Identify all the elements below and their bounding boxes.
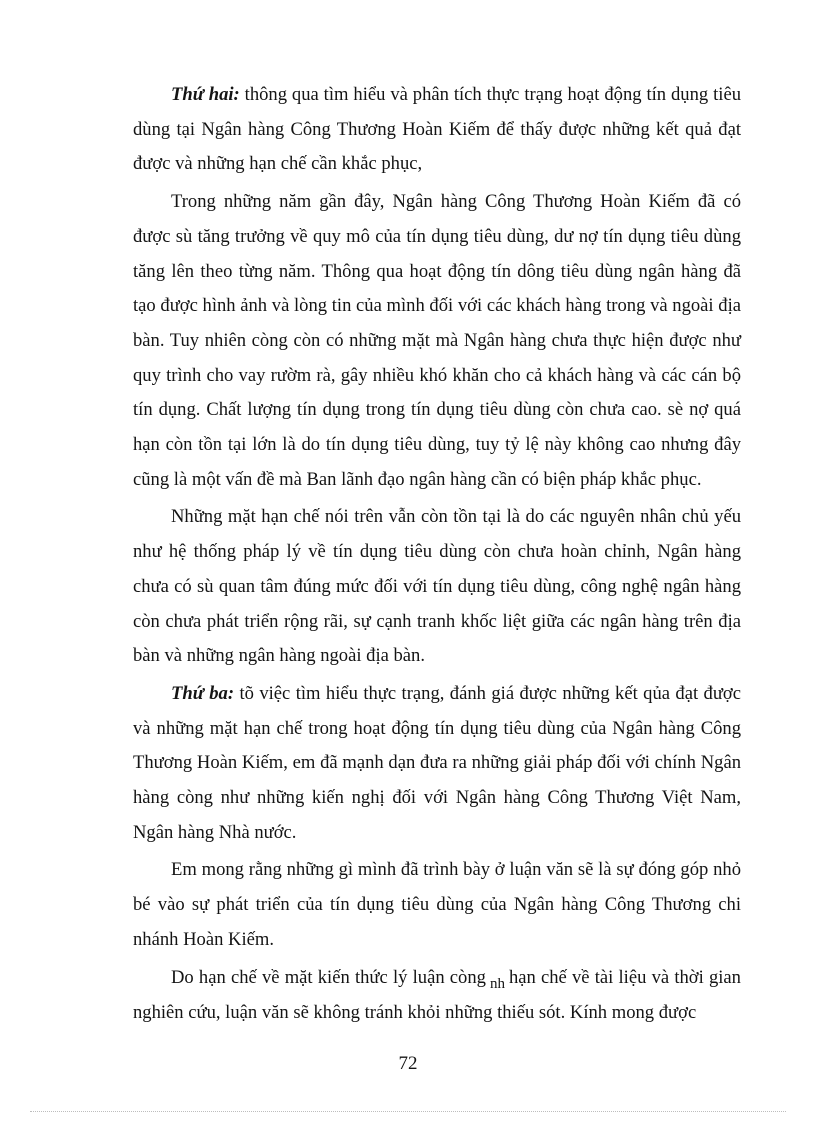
thu-ba-text: tõ việc tìm hiểu thực trạng, đánh giá được những kết qủa đạt được và những mặt hạn chế trong hoạt động tín dụng tiêu dùng của Ngân hàng Công Thương Hoàn Kiếm, em đã mạnh dạn đưa ra những giải pháp đối với chính Ngân hàng còng như những kiến nghị đối với Ngân hàng Công Thương Việt Nam, Ngân hàng Nhà nước.	[133, 682, 741, 843]
paragraph-growth: Trong những năm gần đây, Ngân hàng Công Thương Hoàn Kiếm đã có được sù tăng trưởng về quy mô của tín dụng tiêu dùng, dư nợ tín dụng tiêu dùng tăng lên theo từng năm. Thông qua hoạt động tín dông tiêu dùng ngân hàng đã tạo được hình ảnh và lòng tin của mình đối với các khách hàng trong và ngoài địa bàn. Tuy nhiên còng còn có những mặt mà Ngân hàng chưa thực hiện được như quy trình cho vay rườm rà, gây nhiều khó khăn cho cả khách hàng và các cán bộ tín dụng. Chất lượng tín dụng trong tín dụng tiêu dùng còn chưa cao. sè nợ quá hạn còn tồn tại lớn là do tín dụng tiêu dùng, tuy tỷ lệ này không cao nhưng đây cũng là một vấn đề mà Ban lãnh đạo ngân hàng cần có biện pháp khắc phục.	[133, 191, 741, 490]
paragraph-limitations: Những mặt hạn chế nói trên vẫn còn tồn tại là do các nguyên nhân chủ yếu như hệ thống pháp lý về tín dụng tiêu dùng còn chưa hoàn chỉnh, Ngân hàng chưa có sù quan tâm đúng mức đối với tín dụng tiêu dùng, công nghệ ngân hàng còn chưa phát triển rộng rãi, sự cạnh tranh khốc liệt giữa các ngân hàng trên địa bàn và những ngân hàng ngoài địa bàn.	[133, 506, 741, 667]
closing-subscript: nh	[489, 975, 505, 992]
thu-ba-label: Thứ ba:	[171, 682, 235, 704]
paragraph-hope: Em mong rằng những gì mình đã trình bày ở luận văn sẽ là sự đóng góp nhỏ bé vào sự phát triển của tín dụng tiêu dùng của Ngân hàng Công Thương chi nhánh Hoàn Kiếm.	[133, 859, 741, 950]
thu-hai-label: Thứ hai:	[171, 84, 240, 105]
paragraph-thu-ba	[133, 677, 741, 851]
thu-hai-text: thông qua tìm hiểu và phân tích thực trạng hoạt động tín dụng tiêu dùng tại Ngân hàng Công Thương Hoàn Kiếm để thấy được những kết quả đạt được và những hạn chế cần khắc phục,	[133, 84, 741, 175]
paragraph-thu-hai	[133, 78, 741, 182]
page-number: 72	[398, 1053, 418, 1074]
closing-text-a: Do hạn chế về mặt kiến thức lý luận còng	[171, 966, 486, 988]
bottom-divider	[30, 1111, 786, 1112]
closing-text-b: hạn chế về tài liệu và thời gian nghiên cứu, luận văn sẽ không tránh khỏi những thiếu sót. Kính mong được	[133, 966, 741, 1024]
paragraph-closing	[133, 961, 741, 1031]
body-text	[133, 78, 741, 1031]
